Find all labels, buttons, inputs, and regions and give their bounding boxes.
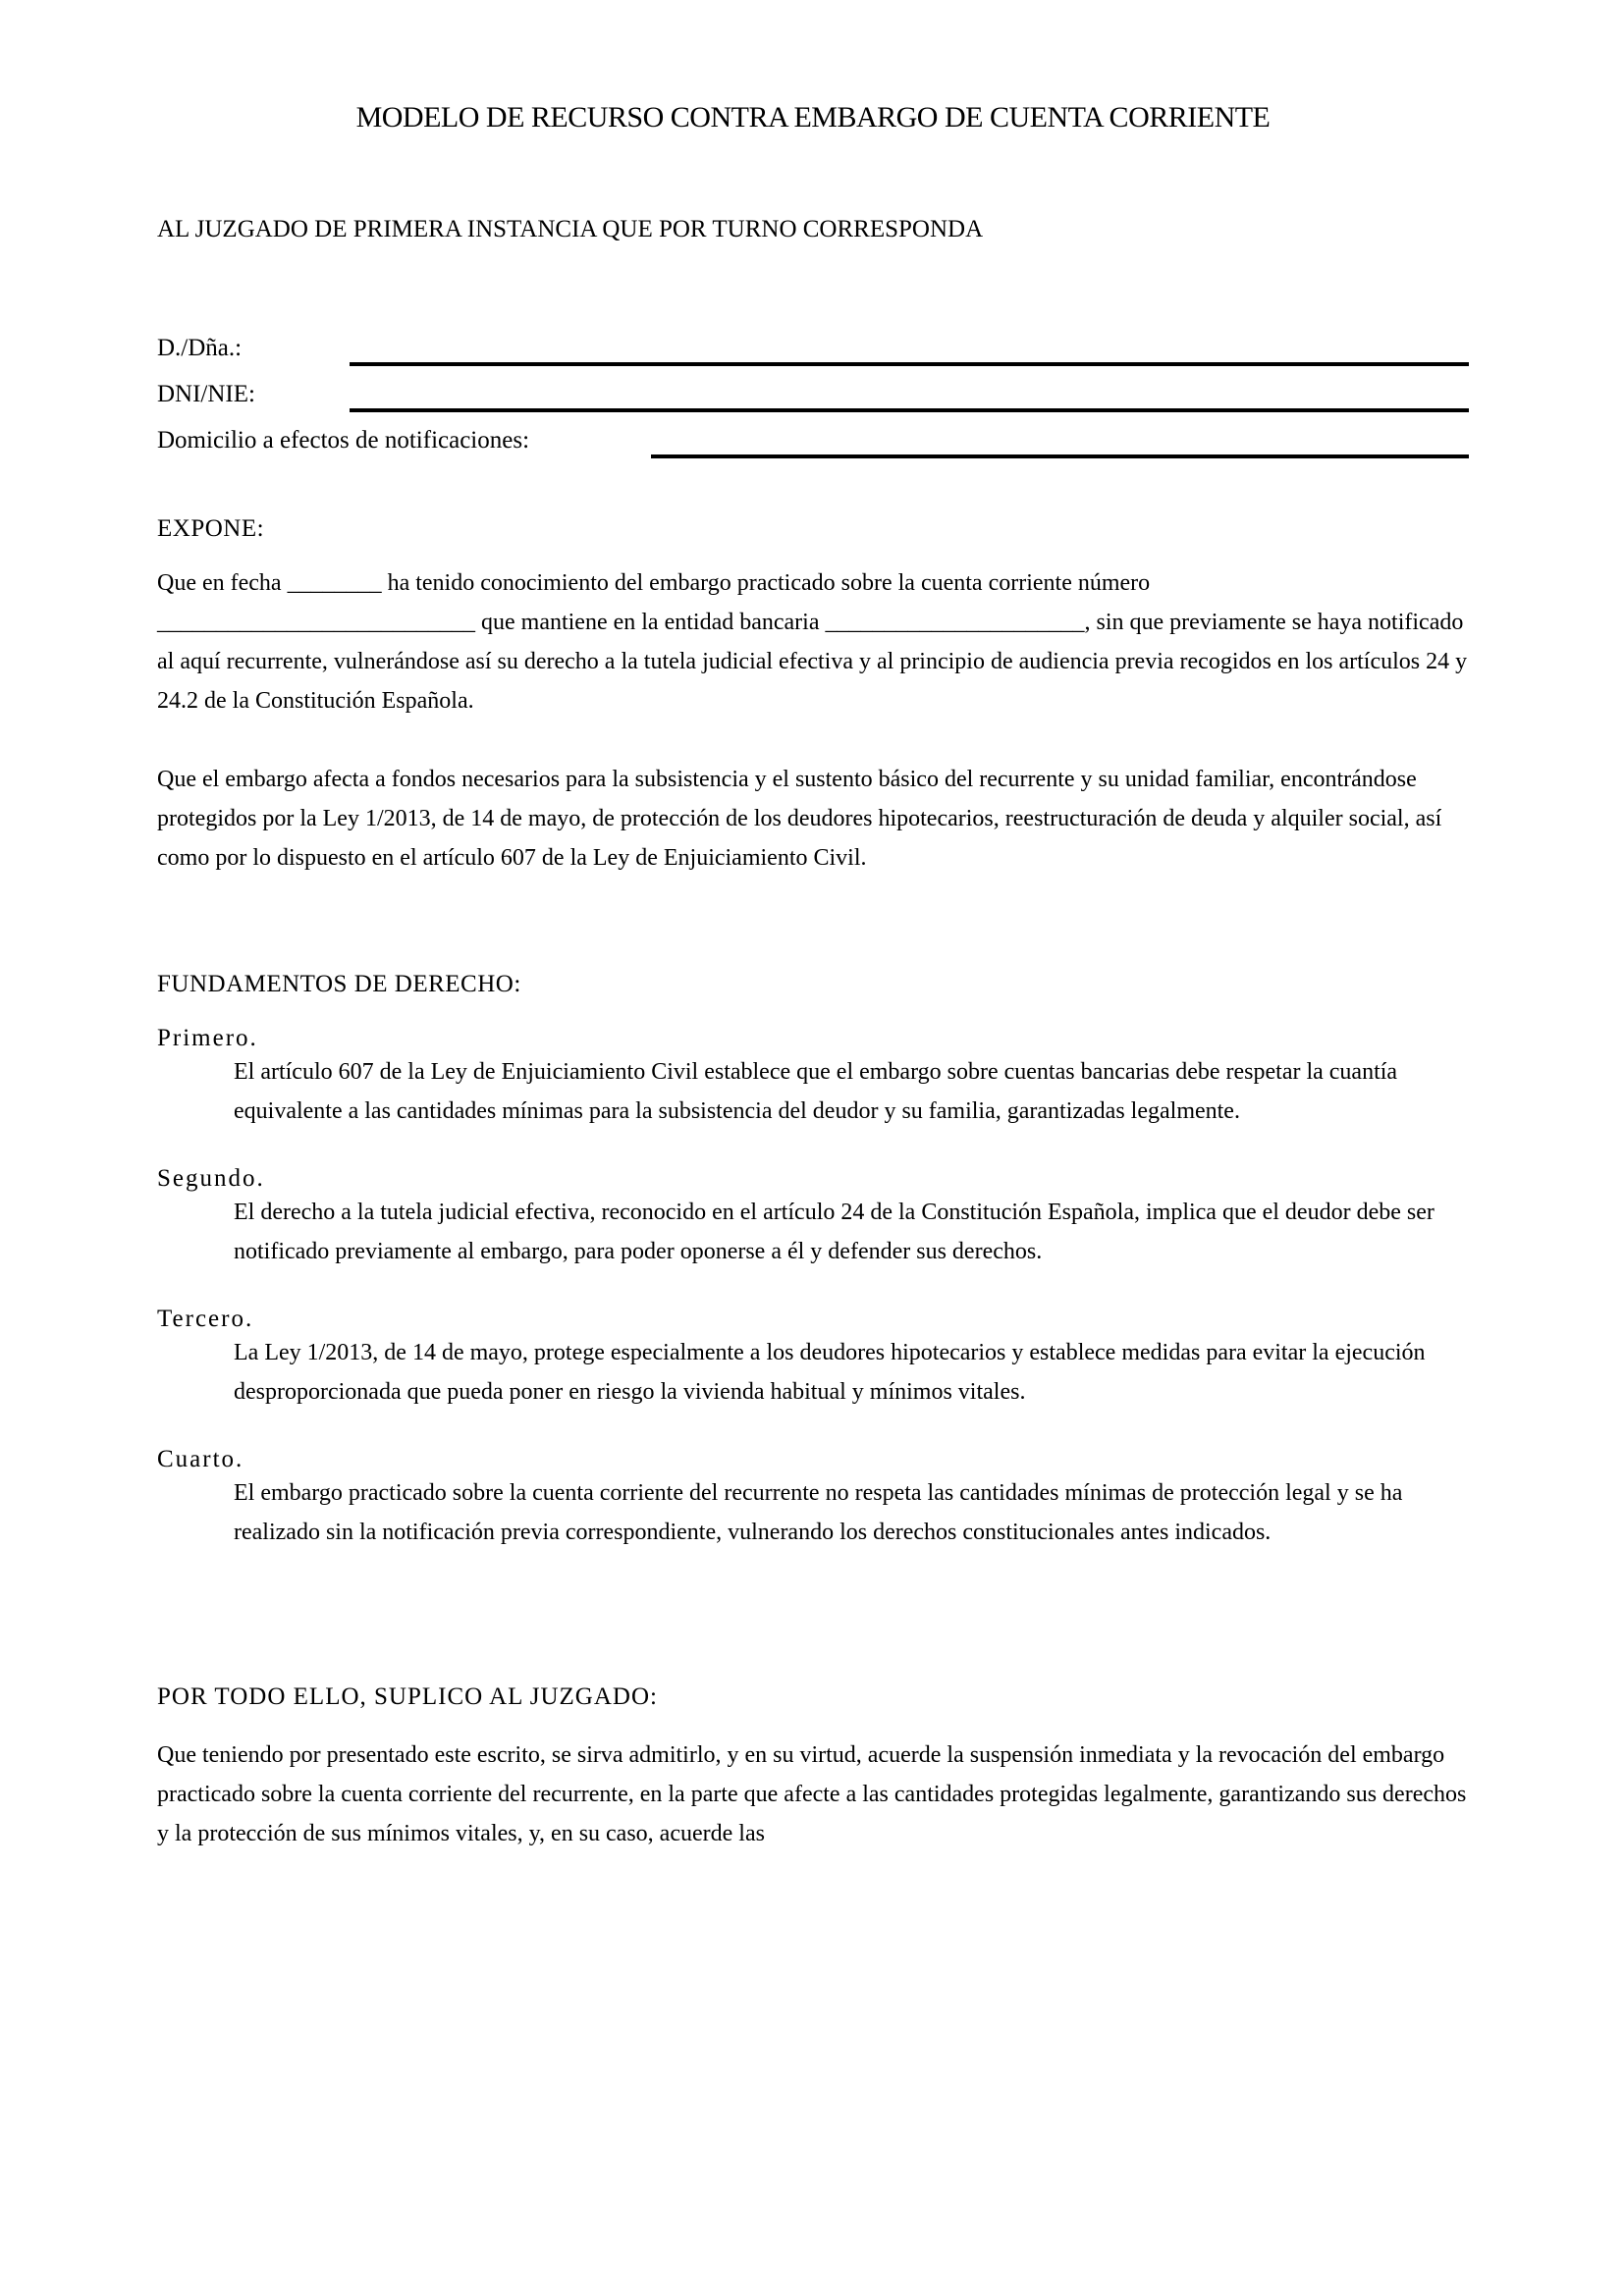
suplico-paragraph: Que teniendo por presentado este escrito, se sirva admitirlo, y en su virtud, acuerde la suspensión inmediata y la revocación del embargo practicado sobre la cuenta corriente del recurrente, en la parte que afecte a las cantidades protegidas legalmente, garantizando sus derechos y la protección de sus mínimos vitales, y, en su caso, acuerde las [157, 1742, 1467, 1846]
field-row-address [157, 408, 1469, 454]
fundamentos-heading: FUNDAMENTOS DE DERECHO: [157, 971, 521, 997]
dni-field-label: DNI/NIE: [157, 381, 255, 407]
dni-field-blank-line [350, 408, 1469, 412]
expone-paragraph-2: Que el embargo afecta a fondos necesarios para la subsistencia y el sustento básico del recurrente y su unidad familiar, encontrándose protegidos por la Ley 1/2013, de 14 de mayo, de protección de los deudores hipotecarios, reestructuración de deuda y alquiler social, así como por lo dispuesto en el artículo 607 de la Ley de Enjuiciamiento Civil. [157, 767, 1442, 871]
expone-heading: EXPONE: [157, 515, 265, 542]
fundamento-tercero-label: Tercero. [157, 1306, 254, 1332]
address-field-label: Domicilio a efectos de notificaciones: [157, 427, 530, 454]
fundamento-primero [157, 1025, 1469, 1131]
addressee-line: AL JUZGADO DE PRIMERA INSTANCIA QUE POR TURNO CORRESPONDA [157, 216, 984, 242]
expone-paragraph-1: Que en fecha ________ ha tenido conocimiento del embargo practicado sobre la cuenta corriente número ___________________________ que mantiene en la entidad bancaria ______________________, sin que previamente se haya notificado al aquí recurrente, vulnerándose así su derecho a la tutela judicial efectiva y al principio de audiencia previa recogidos en los artículos 24 y 24.2 de la Constitución Española. [157, 570, 1468, 714]
identification-fields [157, 316, 1469, 454]
fundamento-segundo [157, 1165, 1469, 1271]
address-field-blank-line [651, 454, 1469, 458]
fundamento-primero-label: Primero. [157, 1025, 258, 1051]
fundamento-segundo-text: El derecho a la tutela judicial efectiva, reconocido en el artículo 24 de la Constitución Española, implica que el deudor debe ser notificado previamente al embargo, para poder oponerse a él y defender sus derechos. [234, 1200, 1435, 1264]
fundamento-cuarto [157, 1446, 1469, 1552]
document-title: MODELO DE RECURSO CONTRA EMBARGO DE CUENTA CORRIENTE [355, 101, 1271, 133]
fundamento-tercero-text: La Ley 1/2013, de 14 de mayo, protege especialmente a los deudores hipotecarios y establece medidas para evitar la ejecución desproporcionada que pueda poner en riesgo la vivienda habitual y mínimos vitales. [234, 1340, 1426, 1405]
name-field-label: D./Dña.: [157, 335, 243, 361]
fundamento-primero-text: El artículo 607 de la Ley de Enjuiciamiento Civil establece que el embargo sobre cuentas bancarias debe respetar la cuantía equivalente a las cantidades mínimas para la subsistencia del deudor y su familia, garantizadas legalmente. [234, 1059, 1398, 1124]
field-row-name [157, 316, 1469, 362]
fundamento-cuarto-label: Cuarto. [157, 1446, 244, 1472]
suplico-heading: POR TODO ELLO, SUPLICO AL JUZGADO: [157, 1683, 658, 1710]
fundamento-cuarto-text: El embargo practicado sobre la cuenta corriente del recurrente no respeta las cantidades mínimas de protección legal y se ha realizado sin la notificación previa correspondiente, vulnerando los derechos constitucionales antes indicados. [234, 1480, 1403, 1545]
name-field-blank-line [350, 362, 1469, 366]
fundamento-segundo-label: Segundo. [157, 1165, 265, 1192]
fundamento-tercero [157, 1306, 1469, 1412]
field-row-dni [157, 362, 1469, 408]
